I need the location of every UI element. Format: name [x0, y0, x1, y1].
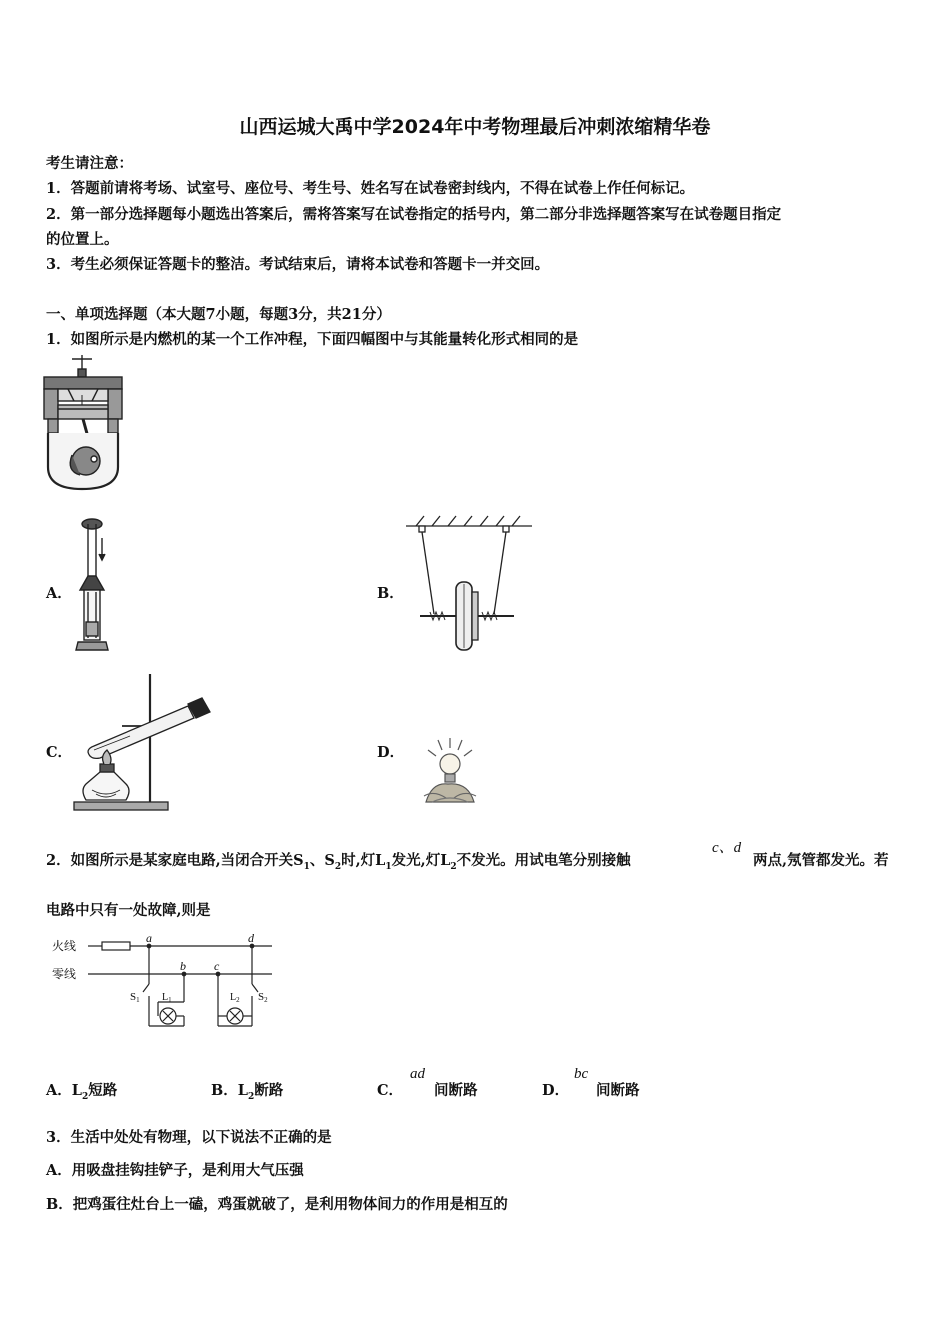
q2-l2-subscript: 2	[450, 861, 457, 872]
q2-option-d-text: 间断路	[596, 1082, 640, 1099]
switch-s1-label: S1	[130, 991, 140, 1004]
notice-heading: 考生请注意：	[46, 155, 133, 172]
q2-stem-line2: 电路中只有一处故障,则是	[46, 902, 211, 919]
q2-option-a-label: A．L	[46, 1082, 82, 1099]
notice-item-3: 3．考生必须保证答题卡的整洁。考试结束后，请将本试卷和答题卡一并交回。	[46, 256, 550, 273]
option-b-wheel-pendulum-figure	[402, 512, 534, 654]
q2-option-c-label: C．	[377, 1082, 404, 1099]
q2-option-c-variable: ad	[410, 1066, 425, 1082]
q2-stem-part: 时,灯L	[341, 852, 386, 869]
engine-stroke-figure	[42, 355, 124, 493]
q2-option-b	[211, 1079, 283, 1102]
q2-option-b-text: 断路	[254, 1082, 284, 1099]
q1-stem: 1．如图所示是内燃机的某一个工作冲程，下面四幅图中与其能量转化形式相同的是	[46, 331, 579, 348]
section-heading: 一、单项选择题（本大题7小题，每题3分，共21分）	[46, 306, 391, 323]
q3-option-a: A．用吸盘挂钩挂铲子，是利用大气压强	[46, 1162, 304, 1179]
q2-option-d-label: D．	[542, 1082, 570, 1099]
q2-option-d-variable: bc	[574, 1066, 589, 1082]
q3-option-b: B．把鸡蛋往灶台上一磕，鸡蛋就破了，是利用物体间力的作用是相互的	[46, 1196, 508, 1213]
q2-option-a-text: 短路	[88, 1082, 118, 1099]
neutral-wire-label: 零线	[52, 967, 77, 981]
q2-stem-part: 发光,灯L	[391, 852, 451, 869]
option-d-light-bulb-figure	[418, 736, 478, 808]
q2-stem-tail: 两点,氖管都发光。若	[753, 852, 889, 869]
notice-item-1: 1．答题前请将考场、试室号、座位号、考生号、姓名写在试卷密封线内，不得在试卷上作任何标记。	[46, 180, 695, 197]
q2-l1-subscript: 1	[385, 861, 392, 872]
point-d-label: d	[248, 931, 254, 945]
q2-s1-subscript: 1	[303, 861, 310, 872]
q2-option-b-label: B．L	[211, 1082, 248, 1099]
page-title: 山西运城大禹中学2024年中考物理最后冲刺浓缩精华卷	[239, 116, 711, 138]
notice-item-2-cont: 的位置上。	[46, 231, 119, 248]
q2-points-c-d: c、d	[712, 840, 742, 856]
q3-stem: 3．生活中处处有物理，以下说法不正确的是	[46, 1129, 332, 1146]
household-circuit-diagram	[50, 928, 282, 1034]
q2-option-c-text: 间断路	[434, 1082, 478, 1099]
q1-option-a-label: A．	[46, 585, 72, 602]
q2-stem-part: 、S	[309, 852, 335, 869]
q2-s2-subscript: 2	[334, 861, 342, 872]
q2-stem-part: 不发光。用试电笔分别接触	[456, 852, 631, 869]
q1-option-d-label: D．	[377, 744, 405, 761]
lamp-l1-label: $L_1$	[162, 992, 172, 1004]
q2-stem-line1	[46, 849, 631, 872]
q2-option-a	[46, 1079, 117, 1102]
q2-stem-part: 2．如图所示是某家庭电路,当闭合开关S	[46, 852, 304, 869]
q2-option-b-subscript: 2	[247, 1091, 255, 1102]
point-a-label: a	[146, 931, 152, 945]
point-b-label: b	[180, 959, 186, 973]
switch-s2-label: S2	[258, 991, 268, 1004]
point-c-label: c	[214, 959, 220, 973]
q1-option-b-label: B．	[377, 585, 404, 602]
q2-option-a-subscript: 2	[81, 1091, 89, 1102]
option-c-test-tube-heating-figure	[70, 672, 212, 814]
option-a-fire-syringe-figure	[66, 512, 118, 654]
lamp-l2-label: $L_2$	[230, 992, 240, 1004]
q1-option-c-label: C．	[46, 744, 73, 761]
notice-item-2: 2．第一部分选择题每小题选出答案后，需将答案写在试卷指定的括号内，第二部分非选择题答案写在试卷题目指定	[46, 206, 782, 223]
live-wire-label: 火线	[52, 939, 77, 953]
